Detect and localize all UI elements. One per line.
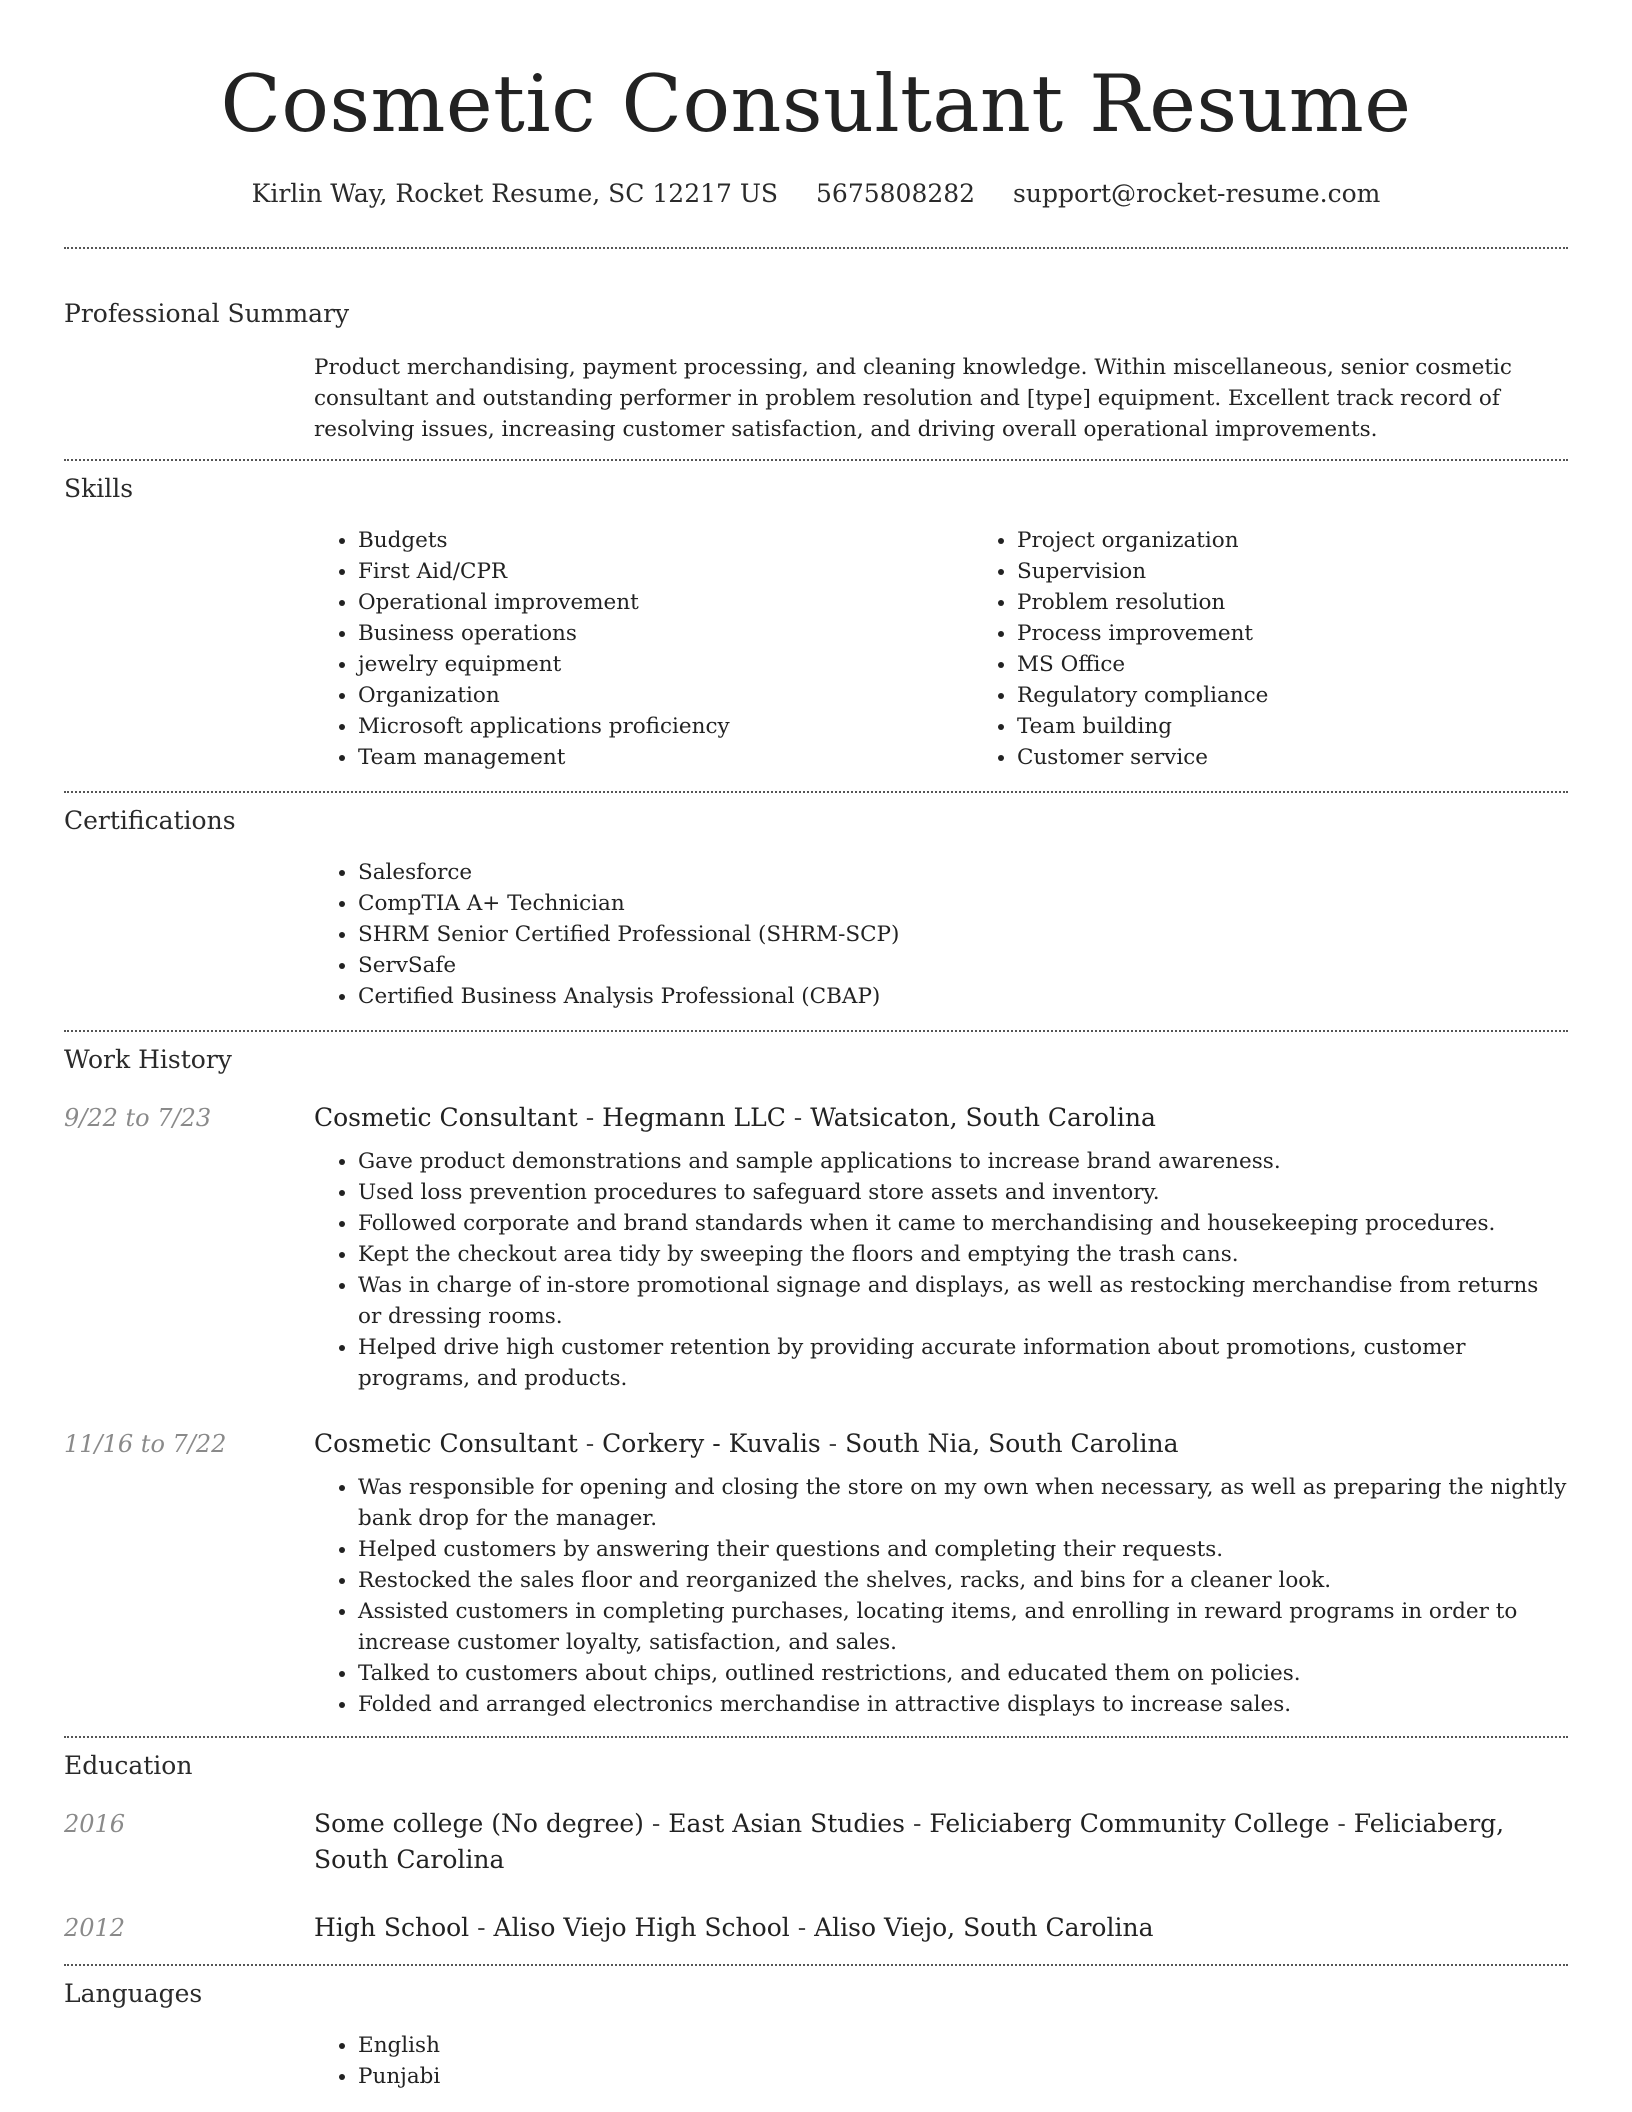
job-bullet: • Assisted customers in completing purchases, locating items, and enrolling in reward programs in order to increase customer loyalty, satisfaction, and sales. (358, 1596, 1568, 1658)
section-heading-work-history: Work History (64, 1045, 232, 1074)
job-entry (64, 1426, 1568, 1720)
education-year: 2012 (64, 1914, 126, 1942)
skill-item: • Business operations (358, 618, 973, 649)
job-bullet: • Talked to customers about chips, outlined restrictions, and educated them on policies. (358, 1658, 1568, 1689)
section-heading-skills: Skills (64, 474, 134, 503)
education-entry (64, 1806, 1568, 1878)
skill-item: • Supervision (1017, 556, 1632, 587)
skill-item: • Team building (1017, 711, 1632, 742)
language-item: • Punjabi (358, 2061, 1568, 2092)
job-bullet: • Folded and arranged electronics merchandise in attractive displays to increase sales. (358, 1689, 1568, 1720)
job-bullet: • Was in charge of in-store promotional signage and displays, as well as restocking merchandise from returns or dressing rooms. (358, 1270, 1568, 1332)
section-heading-education: Education (64, 1751, 193, 1780)
education-location: Aliso Viejo, South Carolina (814, 1913, 1154, 1942)
contact-address: Kirlin Way, Rocket Resume, SC 12217 US (251, 179, 779, 208)
education-location: Feliciaberg, South Carolina (314, 1809, 1505, 1874)
job-bullet: • Gave product demonstrations and sample applications to increase brand awareness. (358, 1146, 1568, 1177)
job-entry (64, 1100, 1568, 1394)
divider (64, 1736, 1568, 1738)
contact-email[interactable]: support@rocket-resume.com (1013, 179, 1381, 208)
contact-line (64, 174, 1568, 214)
skill-item: • Process improvement (1017, 618, 1632, 649)
education-degree: High School (314, 1913, 470, 1942)
education-degree: Some college (No degree) (314, 1809, 644, 1838)
resume-title: Cosmetic Consultant Resume (220, 58, 1412, 150)
job-bullet: • Followed corporate and brand standards when it came to merchandising and housekeeping procedures. (358, 1208, 1568, 1239)
job-bullet: • Helped customers by answering their questions and completing their requests. (358, 1534, 1568, 1565)
job-bullets (314, 1146, 1568, 1394)
certifications-list (314, 857, 1568, 1012)
languages-list (314, 2030, 1568, 2092)
summary-text: Product merchandising, payment processing, and cleaning knowledge. Within miscellaneous, senior cosmetic consultant and outstanding performer in problem resolution and [type] equipment. Excellent track record of resolving issues, increasing customer satisfaction, and driving overall operational improvements. (314, 355, 1512, 442)
education-school: Aliso Viejo High School (493, 1913, 790, 1942)
job-bullet: • Helped drive high customer retention by providing accurate information about promotions, customer programs, and products. (358, 1332, 1568, 1394)
divider (64, 1030, 1568, 1032)
section-heading-languages: Languages (64, 1979, 203, 2008)
skill-item: • Microsoft applications proficiency (358, 711, 973, 742)
divider (64, 791, 1568, 793)
job-company: Hegmann LLC (602, 1103, 786, 1132)
education-entry (64, 1910, 1568, 1946)
divider (64, 459, 1568, 461)
certification-item: • Certified Business Analysis Professional (CBAP) (358, 981, 1568, 1012)
job-bullet: • Kept the checkout area tidy by sweeping the floors and emptying the trash cans. (358, 1239, 1568, 1270)
skills-column-2 (973, 525, 1632, 773)
certification-item: • SHRM Senior Certified Professional (SHRM-SCP) (358, 919, 1568, 950)
section-heading-summary: Professional Summary (64, 299, 350, 328)
skills-list (314, 525, 1632, 773)
job-bullet: • Restocked the sales floor and reorganized the shelves, racks, and bins for a cleaner look. (358, 1565, 1568, 1596)
skills-column-1 (314, 525, 973, 773)
skill-item: • Organization (358, 680, 973, 711)
skill-item: • Regulatory compliance (1017, 680, 1632, 711)
job-dates: 9/22 to 7/23 (64, 1104, 212, 1132)
job-location: Watsicaton, South Carolina (810, 1103, 1156, 1132)
job-heading: Cosmetic Consultant - Corkery - Kuvalis - South Nia, South Carolina (314, 1429, 1179, 1458)
certification-item: • ServSafe (358, 950, 1568, 981)
job-bullet: • Was responsible for opening and closing the store on my own when necessary, as well as preparing the nightly bank drop for the manager. (358, 1472, 1568, 1534)
education-heading: Some college (No degree) - East Asian Studies - Feliciaberg Community College - Feliciaberg, South Carolina (314, 1809, 1505, 1874)
skill-item: • jewelry equipment (358, 649, 973, 680)
job-location: South Nia, South Carolina (845, 1429, 1179, 1458)
contact-phone: 5675808282 (816, 179, 976, 208)
divider (64, 1964, 1568, 1966)
certification-item: • Salesforce (358, 857, 1568, 888)
job-bullets (314, 1472, 1568, 1720)
skill-item: • Project organization (1017, 525, 1632, 556)
skill-item: • MS Office (1017, 649, 1632, 680)
certification-item: • CompTIA A+ Technician (358, 888, 1568, 919)
job-bullet: • Used loss prevention procedures to safeguard store assets and inventory. (358, 1177, 1568, 1208)
skill-item: • Team management (358, 742, 973, 773)
skill-item: • Operational improvement (358, 587, 973, 618)
education-year: 2016 (64, 1810, 126, 1838)
language-item: • English (358, 2030, 1568, 2061)
education-school: Feliciaberg Community College (929, 1809, 1330, 1838)
skill-item: • Problem resolution (1017, 587, 1632, 618)
job-title: Cosmetic Consultant (314, 1429, 578, 1458)
skill-item: • Customer service (1017, 742, 1632, 773)
job-dates: 11/16 to 7/22 (64, 1430, 227, 1458)
education-field: East Asian Studies (668, 1809, 905, 1838)
section-heading-certifications: Certifications (64, 806, 236, 835)
education-heading: High School - Aliso Viejo High School - Aliso Viejo, South Carolina (314, 1913, 1154, 1942)
skill-item: • Budgets (358, 525, 973, 556)
skill-item: • First Aid/CPR (358, 556, 973, 587)
job-title: Cosmetic Consultant (314, 1103, 578, 1132)
job-company: Corkery - Kuvalis (602, 1429, 821, 1458)
job-heading: Cosmetic Consultant - Hegmann LLC - Watsicaton, South Carolina (314, 1103, 1156, 1132)
